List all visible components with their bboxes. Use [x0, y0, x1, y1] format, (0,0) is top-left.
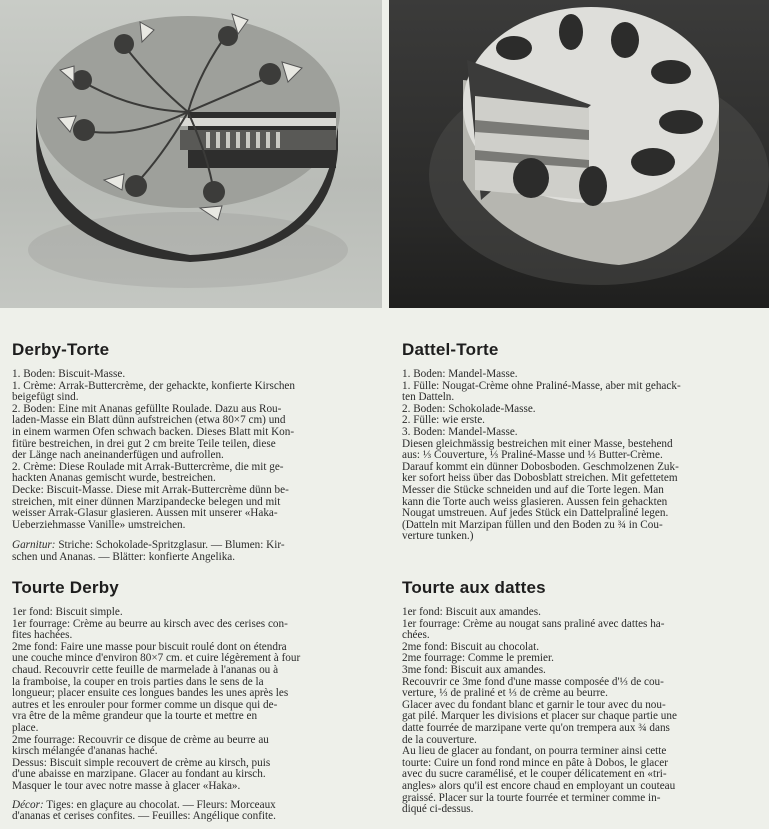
recipe-line: Recouvrir ce 3me fond d'une masse composée d'⅓ de cou-: [402, 675, 664, 688]
derby-cake-illustration: [0, 0, 382, 308]
recipe-line: 2me fourrage: Comme le premier.: [402, 652, 554, 665]
recipe-line: laden-Masse ein Blatt dünn aufstreichen (etwa 80×7 cm) und: [12, 414, 286, 427]
recipe-line: 2me fond: Faire une masse pour biscuit roulé dont on étendra: [12, 640, 287, 653]
derby-torte-section: [12, 340, 372, 564]
recipe-line: 2me fourrage: Recouvrir ce disque de crème au beurre au: [12, 733, 269, 746]
recipe-line: ker sofort heiss über das Dobosblatt streichen. Mit gefettetem: [402, 472, 678, 485]
recipe-line: chées.: [402, 629, 430, 642]
recipe-line: der Länge nach aneinanderfügen und aufrollen.: [12, 449, 224, 462]
dattel-torte-photo: [389, 0, 769, 308]
recipe-line: 1er fourrage: Crème au beurre au kirsch avec des cerises con-: [12, 617, 288, 630]
recipe-line: Nougat umstreuen. Auf jedes Stück ein Dattelpraliné legen.: [402, 507, 669, 520]
recipe-line: angles» alors qu'il est encore chaud en employant un couteau: [402, 779, 676, 792]
tourte-dattes-title: Tourte aux dattes: [402, 578, 546, 597]
recipe-line: 1. Fülle: Nougat-Crème ohne Praliné-Masse, aber mit gehack-: [402, 379, 681, 392]
recipe-line: diqué ci-dessus.: [402, 803, 474, 816]
decor-line: d'ananas et cerises confites. — Feuilles: Angélique confite.: [12, 810, 276, 823]
recipe-line: in einem warmen Ofen schwach backen. Dieses Blatt mit Kon-: [12, 425, 295, 438]
recipe-line: 1er fond: Biscuit aux amandes.: [402, 606, 541, 618]
recipe-line: autres et les enrouler pour former comme un disque qui de-: [12, 698, 278, 711]
recipe-line: 3me fond: Biscuit aux amandes.: [402, 663, 546, 676]
garnitur-line: schen und Ananas. — Blätter: konfierte Angelika.: [12, 550, 236, 563]
recipe-line: 3. Boden: Mandel-Masse.: [402, 425, 518, 438]
recipe-line: Ueberziehmasse Vanille» umstreichen.: [12, 518, 186, 531]
recipe-line: (Datteln mit Marzipan füllen und den Boden zu ¾ in Cou-: [402, 518, 663, 531]
recipe-line: 2. Fülle: wie erste.: [402, 414, 485, 427]
tourte-derby-section: [12, 578, 372, 823]
recipe-line: 1er fond: Biscuit simple.: [12, 606, 123, 618]
decor-label: Décor:: [12, 798, 44, 811]
recipe-line: 2me fond: Biscuit au chocolat.: [402, 640, 540, 653]
recipe-line: d'une abaisse en marzipane. Glacer au fondant au kirsch.: [12, 768, 266, 781]
dattel-torte-title: Dattel-Torte: [402, 340, 499, 359]
recipe-line: Messer die Stücke schneiden und auf die Torte legen. Man: [402, 483, 664, 496]
recipe-line: vra être de la même grandeur que la tourte et mettre en: [12, 710, 258, 723]
tourte-dattes-section: [402, 578, 762, 816]
recipe-line: chaud. Recouvrir cette feuille de marmelade à l'ananas ou à: [12, 663, 279, 676]
tourte-derby-title: Tourte Derby: [12, 578, 119, 597]
tourte-dattes-recipe: [402, 607, 762, 816]
recipe-line: 2. Boden: Eine mit Ananas gefüllte Roulade. Dazu aus Rou-: [12, 402, 282, 415]
recipe-line: aus: ⅓ Couverture, ⅓ Praliné-Masse und ⅓ Butter-Crème.: [402, 449, 663, 462]
recipe-line: Decke: Biscuit-Masse. Diese mit Arrak-Buttercrème dünn be-: [12, 483, 289, 496]
derby-torte-photo: [0, 0, 382, 308]
recipe-line: avec du sucre caramélisé, et le couper délicatement en «tri-: [402, 768, 667, 781]
recipe-line: tourte: Cuire un fond rond mince en pâte à Dobos, le glacer: [402, 756, 668, 769]
derby-torte-title: Derby-Torte: [12, 340, 110, 359]
dattel-torte-section: [402, 340, 762, 543]
derby-torte-recipe: [12, 369, 372, 564]
recipe-line: Glacer avec du fondant blanc et garnir le tour avec du nou-: [402, 698, 666, 711]
recipe-line: 1. Crème: Arrak-Buttercrème, der gehackte, konfierte Kirschen: [12, 379, 295, 392]
recipe-line: place.: [12, 721, 39, 734]
recipe-line: gat pilé. Marquer les divisions et placer sur chaque partie une: [402, 710, 677, 723]
recipe-line: beigefügt sind.: [12, 391, 79, 404]
recipe-line: Diesen gleichmässig bestreichen mit einer Masse, bestehend: [402, 437, 673, 450]
dattel-cake-illustration: [389, 0, 769, 308]
recipe-line: verture, ⅓ de praliné et ⅓ de crème au beurre.: [402, 687, 608, 700]
recipe-line: kirsch mélangée d'ananas haché.: [12, 745, 158, 758]
recipe-line: fitüre bestreichen, in drei gut 2 cm breite Teile teilen, diese: [12, 437, 276, 450]
recipe-line: 2. Boden: Schokolade-Masse.: [402, 402, 536, 415]
recipe-line: de la couverture.: [402, 733, 477, 746]
recipe-line: Darauf kommt ein dünner Dobosboden. Geschmolzenen Zuk-: [402, 460, 679, 473]
recipe-line: ten Datteln.: [402, 391, 455, 404]
recipe-line: fites hachées.: [12, 629, 73, 642]
decor-text: Tiges: en glaçure au chocolat. — Fleurs: Morceaux: [43, 798, 276, 811]
recipe-line: Dessus: Biscuit simple recouvert de crème au kirsch, puis: [12, 756, 271, 769]
tourte-derby-recipe: [12, 607, 372, 823]
recipe-line: 1er fourrage: Crème au nougat sans praliné avec dattes ha-: [402, 617, 665, 630]
recipe-line: weisser Arrak-Glasur glasieren. Aussen mit unserer «Haka-: [12, 507, 278, 520]
recipe-line: la framboise, la couper en trois parties dans le sens de la: [12, 675, 264, 688]
garnitur-text: Striche: Schokolade-Spritzglasur. — Blumen: Kir-: [55, 539, 285, 552]
recipe-line: une couche mince d'environ 80×7 cm. et cuire légèrement à four: [12, 652, 301, 665]
recipe-line: Au lieu de glacer au fondant, on pourra terminer ainsi cette: [402, 745, 667, 758]
recipe-line: graissé. Placer sur la tourte fourrée et terminer comme in-: [402, 791, 661, 804]
recipe-line: 1. Boden: Biscuit-Masse.: [12, 368, 126, 380]
recipe-line: Masquer le tour avec notre masse à glacer «Haka».: [12, 779, 241, 792]
garnitur-label: Garnitur:: [12, 539, 56, 552]
recipe-line: longueur; placer ensuite ces longues bandes les unes après les: [12, 687, 289, 700]
recipe-line: 1. Boden: Mandel-Masse.: [402, 368, 518, 380]
recipe-line: verture tunken.): [402, 530, 474, 543]
recipe-line: kann die Torte auch weiss glasieren. Aussen fein gehackten: [402, 495, 668, 508]
recipe-line: datte fourrée de marzipane verte qu'on trempera aux ¾ dans: [402, 721, 670, 734]
recipe-line: streichen, mit einer dünnen Marzipandecke belegen und mit: [12, 495, 281, 508]
dattel-torte-recipe: [402, 369, 762, 543]
recipe-line: 2. Crème: Diese Roulade mit Arrak-Buttercrème, die mit ge-: [12, 460, 284, 473]
recipe-line: hackten Ananas gemischt wurde, bestreichen.: [12, 472, 216, 485]
